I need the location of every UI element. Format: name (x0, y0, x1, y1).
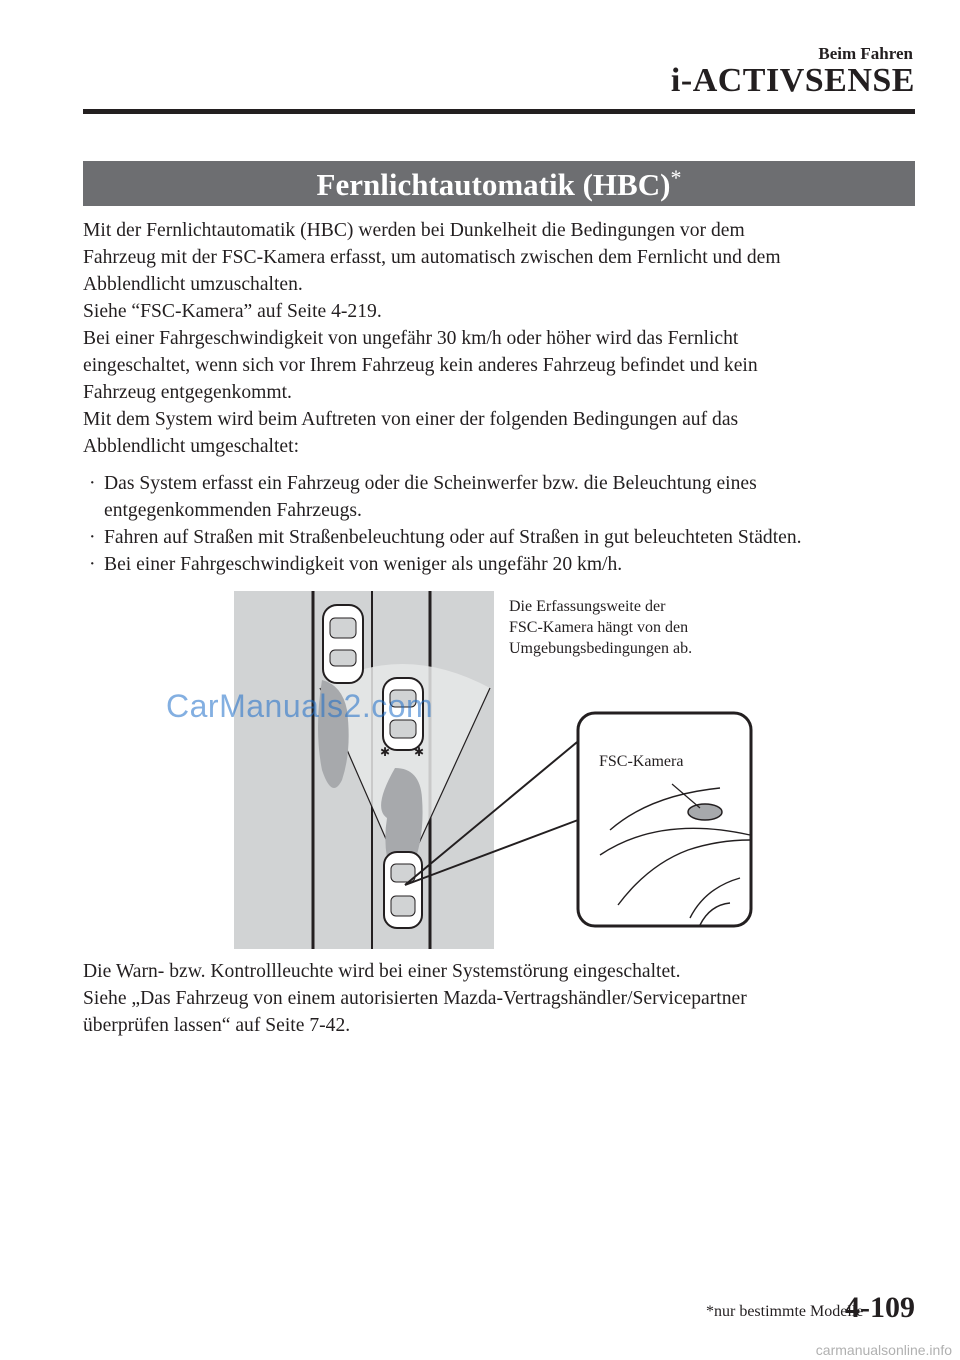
paragraph-line: Mit der Fernlichtautomatik (HBC) werden bei Dunkelheit die Bedingungen vor dem (83, 220, 745, 241)
fsc-camera-icon (688, 804, 722, 820)
closing-text (83, 958, 747, 1039)
running-header-chapter: Beim Fahren (818, 44, 913, 63)
list-item-text: Fahren auf Straßen mit Straßenbeleuchtung oder auf Straßen in gut beleuchteten Städten. (104, 527, 802, 548)
paragraph-line: Fahrzeug entgegenkommt. (83, 382, 292, 403)
section-title: Fernlichtautomatik (HBC) (316, 167, 671, 202)
camera-label: FSC-Kamera (599, 753, 684, 770)
cross-reference: Siehe „Das Fahrzeug von einem autorisierten Mazda-Vertragshändler/Servicepartner (83, 988, 747, 1009)
cross-reference: überprüfen lassen“ auf Seite 7-42. (83, 1015, 351, 1036)
cross-reference: Siehe “FSC-Kamera” auf Seite 4-219. (83, 301, 382, 322)
page-number: 4-109 (845, 1291, 915, 1324)
paragraph-line: Die Warn- bzw. Kontrollleuchte wird bei einer Systemstörung eingeschaltet. (83, 961, 681, 982)
paragraph-line: Abblendlicht umzuschalten. (83, 274, 303, 295)
watermark: CarManuals2.com (166, 688, 434, 724)
bullet-glyph: · (89, 527, 96, 548)
caption-line: Umgebungsbedingungen ab. (509, 640, 693, 657)
taillight-glow-icon: ✱ (414, 745, 425, 759)
site-watermark: carmanualsonline.info (815, 1342, 952, 1358)
figure-caption (509, 596, 692, 659)
bullet-glyph: · (89, 554, 96, 575)
running-header-section: i-ACTIVSENSE (670, 62, 915, 99)
footnote: *nur bestimmte Modelle (706, 1303, 864, 1320)
caption-line: Die Erfassungsweite der (509, 598, 666, 615)
own-vehicle (384, 852, 422, 928)
paragraph-line: Bei einer Fahrgeschwindigkeit von ungefähr 30 km/h oder höher wird das Fernlicht (83, 328, 739, 349)
list-item-text: Bei einer Fahrgeschwindigkeit von weniger als ungefähr 20 km/h. (104, 554, 623, 575)
paragraph-line: Mit dem System wird beim Auftreten von einer der folgenden Bedingungen auf das (83, 409, 739, 430)
optional-equipment-marker: * (670, 164, 682, 190)
oncoming-vehicle (323, 605, 363, 683)
camera-detail-inset (578, 713, 751, 926)
caption-line: FSC-Kamera hängt von den (509, 619, 689, 636)
list-item-text: Das System erfasst ein Fahrzeug oder die Scheinwerfer bzw. die Beleuchtung eines (104, 473, 757, 494)
paragraph-line: Abblendlicht umgeschaltet: (83, 436, 300, 457)
taillight-glow-icon: ✱ (380, 745, 391, 759)
paragraph-line: eingeschaltet, wenn sich vor Ihrem Fahrzeug kein anderes Fahrzeug befindet und kein (83, 355, 758, 376)
list-item-text: entgegenkommenden Fahrzeugs. (104, 500, 362, 521)
bullet-glyph: · (89, 473, 96, 494)
paragraph-line: Fahrzeug mit der FSC-Kamera erfasst, um automatisch zwischen dem Fernlicht und dem (83, 247, 781, 268)
